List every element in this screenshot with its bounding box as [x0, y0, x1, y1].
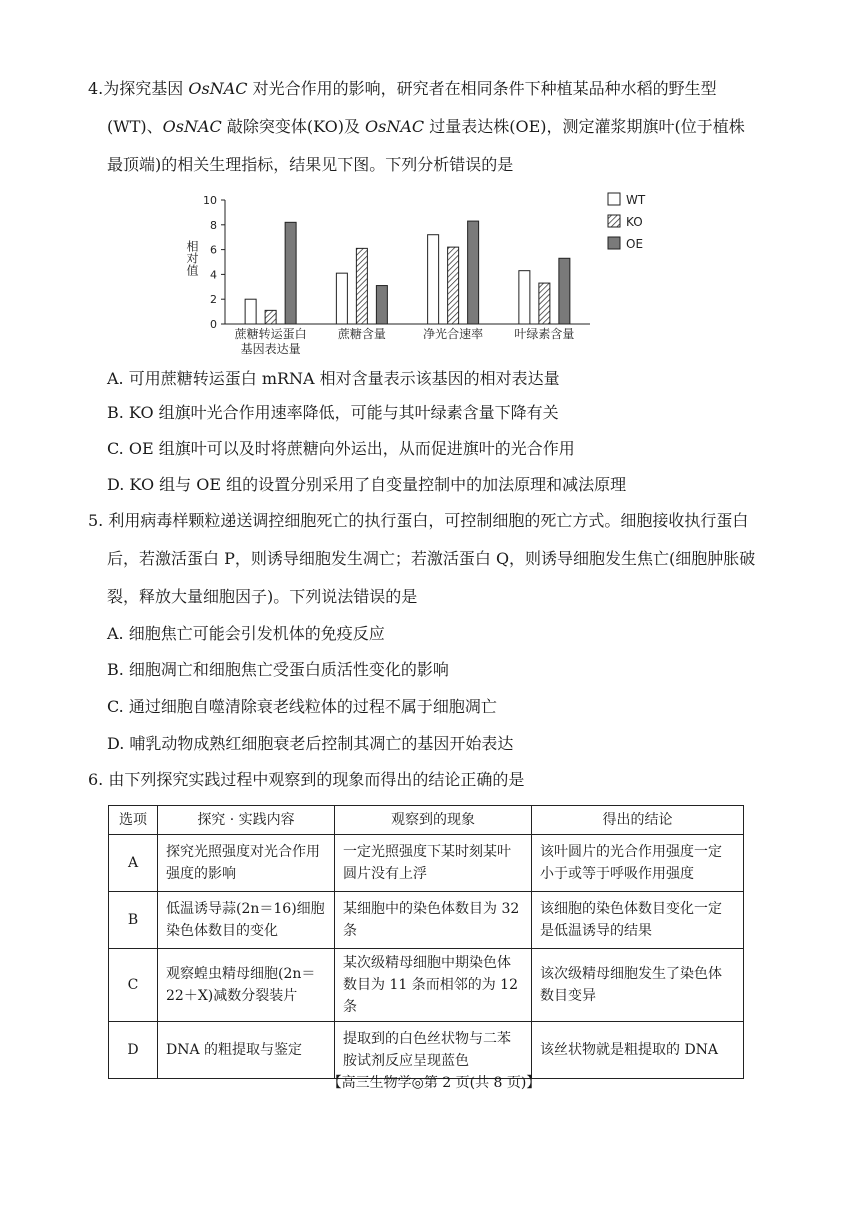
chart-labels: [185, 194, 574, 356]
table-row: [109, 835, 744, 892]
legend-swatch-wt: [608, 193, 620, 205]
bar-ko: [265, 310, 276, 324]
y-tick-label: 10: [203, 194, 217, 207]
q4-option-c: C. OE 组旗叶可以及时将蔗糖向外运出，从而促进旗叶的光合作用: [107, 439, 575, 458]
table-row: [109, 949, 744, 1022]
x-category-label: 叶绿素含量: [514, 327, 575, 341]
y-tick-label: 6: [210, 243, 217, 257]
cell-conclusion: 该丝状物就是粗提取的 DNA: [532, 1022, 744, 1079]
chart-legend: [608, 193, 646, 251]
q5-line-3: 裂，释放大量细胞因子)。下列说法错误的是: [107, 587, 418, 606]
q4-line-2: (WT)、OsNAC 敲除突变体(KO)及 OsNAC 过量表达株(OE)，测定灌浆期旗叶(位于植株: [107, 117, 745, 136]
x-category-label: 基因表达量: [240, 342, 301, 356]
table-row: [109, 1022, 744, 1079]
x-category-label: 蔗糖转运蛋白: [234, 327, 307, 341]
bar-oe: [559, 258, 570, 324]
cell-content: 观察蝗虫精母细胞(2n＝22＋X)减数分裂装片: [158, 949, 335, 1022]
header-phenomenon: 观察到的现象: [335, 806, 532, 835]
legend-swatch-ko: [608, 215, 620, 227]
cell-content: 探究光照强度对光合作用强度的影响: [158, 835, 335, 892]
y-tick-label: 8: [210, 218, 217, 232]
table-header-row: [109, 806, 744, 835]
table-row: [109, 892, 744, 949]
y-tick-label: 4: [210, 268, 217, 282]
cell-option: D: [109, 1022, 158, 1079]
q6-stem: 6. 由下列探究实践过程中观察到的现象而得出的结论正确的是: [88, 770, 525, 789]
header-conclusion: 得出的结论: [532, 806, 744, 835]
bar-wt: [336, 273, 347, 324]
chart-axes: [221, 200, 590, 324]
cell-option: C: [109, 949, 158, 1022]
x-category-label: 净光合速率: [423, 327, 484, 341]
bar-oe: [376, 286, 387, 324]
header-content: 探究 · 实践内容: [158, 806, 335, 835]
q5-line-2: 后，若激活蛋白 P，则诱导细胞发生凋亡；若激活蛋白 Q，则诱导细胞发生焦亡(细胞肿胀破: [107, 549, 756, 568]
legend-label-oe: OE: [626, 237, 644, 251]
q5-option-a: A. 细胞焦亡可能会引发机体的免疫反应: [107, 624, 385, 643]
cell-option: B: [109, 892, 158, 949]
cell-phenomenon: 某次级精母细胞中期染色体数目为 11 条而相邻的为 12 条: [335, 949, 532, 1022]
cell-content: 低温诱导蒜(2n＝16)细胞染色体数目的变化: [158, 892, 335, 949]
bar-wt: [428, 235, 439, 324]
bar-ko: [448, 247, 459, 324]
q4-option-a: A. 可用蔗糖转运蛋白 mRNA 相对含量表示该基因的相对表达量: [107, 369, 560, 388]
bar-oe: [285, 222, 296, 324]
q5-option-b: B. 细胞凋亡和细胞焦亡受蛋白质活性变化的影响: [107, 660, 449, 679]
page-footer: 【高三生物学◎第 2 页(共 8 页)】: [327, 1075, 541, 1091]
header-option: 选项: [109, 806, 158, 835]
cell-conclusion: 该叶圆片的光合作用强度一定小于或等于呼吸作用强度: [532, 835, 744, 892]
q5-option-c: C. 通过细胞自噬清除衰老线粒体的过程不属于细胞凋亡: [107, 697, 497, 716]
y-tick-label: 2: [210, 293, 217, 307]
bar-chart: [180, 188, 660, 368]
cell-conclusion: 该次级精母细胞发生了染色体数目变异: [532, 949, 744, 1022]
q4-line-1: 4.为探究基因 OsNAC 对光合作用的影响，研究者在相同条件下种植某品种水稻的野生型: [88, 79, 717, 98]
bar-oe: [468, 221, 479, 324]
q5-option-d: D. 哺乳动物成熟红细胞衰老后控制其凋亡的基因开始表达: [107, 734, 514, 753]
q4-line-3: 最顶端)的相关生理指标，结果见下图。下列分析错误的是: [107, 155, 514, 174]
chart-bars: [245, 221, 570, 324]
bar-ko: [356, 248, 367, 324]
q4-option-b: B. KO 组旗叶光合作用速率降低，可能与其叶绿素含量下降有关: [107, 403, 559, 422]
legend-swatch-oe: [608, 237, 620, 249]
cell-option: A: [109, 835, 158, 892]
x-category-label: 蔗糖含量: [337, 327, 386, 341]
q4-option-d: D. KO 组与 OE 组的设置分别采用了自变量控制中的加法原理和减法原理: [107, 475, 627, 494]
y-tick-label: 0: [210, 318, 217, 331]
y-axis-label: 相对值: [185, 240, 199, 276]
q5-line-1: 5. 利用病毒样颗粒递送调控细胞死亡的执行蛋白，可控制细胞的死亡方式。细胞接收执行蛋白: [88, 511, 749, 530]
cell-content: DNA 的粗提取与鉴定: [158, 1022, 335, 1079]
cell-phenomenon: 某细胞中的染色体数目为 32 条: [335, 892, 532, 949]
bar-wt: [245, 299, 256, 324]
legend-label-wt: WT: [626, 193, 646, 207]
cell-conclusion: 该细胞的染色体数目变化一定是低温诱导的结果: [532, 892, 744, 949]
cell-phenomenon: 提取到的白色丝状物与二苯胺试剂反应呈现蓝色: [335, 1022, 532, 1079]
experiment-table: [108, 805, 744, 1079]
bar-wt: [519, 271, 530, 324]
legend-label-ko: KO: [626, 215, 643, 229]
cell-phenomenon: 一定光照强度下某时刻某叶圆片没有上浮: [335, 835, 532, 892]
bar-ko: [539, 283, 550, 324]
